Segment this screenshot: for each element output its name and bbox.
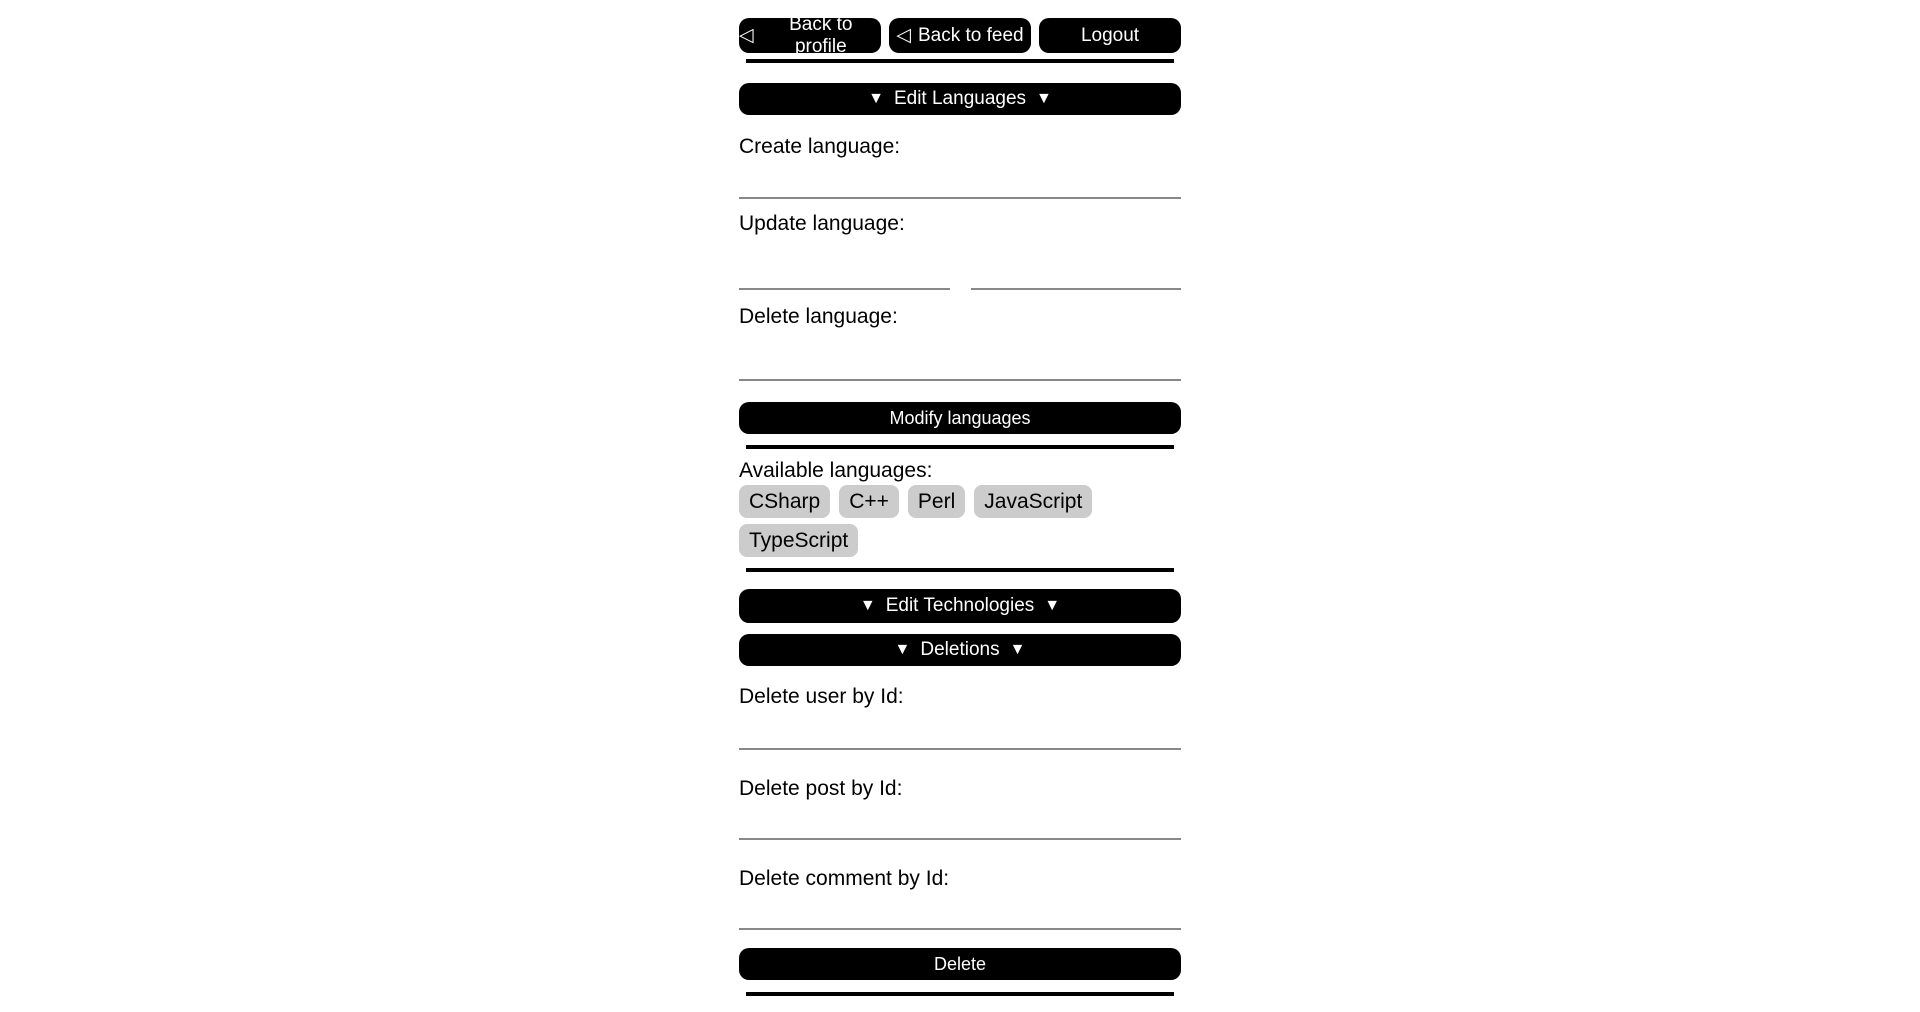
available-languages-list — [739, 485, 1181, 557]
back-to-profile-label: Back to profile — [789, 13, 853, 57]
update-language-new-input[interactable] — [971, 236, 1182, 290]
delete-button-label: Delete — [933, 953, 987, 974]
delete-post-label: Delete post by Id: — [739, 777, 903, 800]
language-chip[interactable]: Perl — [908, 485, 965, 518]
create-language-label: Create language: — [739, 135, 901, 158]
modify-languages-button[interactable] — [739, 402, 1181, 434]
delete-language-label: Delete language: — [739, 305, 898, 328]
create-language-input[interactable] — [739, 159, 1181, 199]
edit-languages-label: Edit Languages — [893, 88, 1027, 109]
language-chip[interactable]: C++ — [839, 485, 899, 518]
modify-languages-label: Modify languages — [889, 407, 1031, 428]
logout-button[interactable] — [1039, 18, 1181, 53]
delete-language-input[interactable] — [739, 329, 1181, 381]
deletions-toggle[interactable] — [739, 634, 1181, 666]
edit-technologies-toggle[interactable] — [739, 589, 1181, 623]
chevron-down-icon: ▼ — [1044, 597, 1061, 614]
delete-user-input[interactable] — [739, 709, 1181, 750]
delete-comment-input[interactable] — [739, 891, 1181, 930]
back-to-profile-button[interactable] — [739, 13, 881, 57]
back-to-feed-label: Back to feed — [918, 24, 1024, 46]
admin-panel-column — [739, 0, 1181, 996]
chevron-down-icon: ▼ — [859, 597, 876, 614]
toolbar — [739, 13, 1181, 57]
modify-languages-divider — [746, 445, 1174, 449]
delete-user-label: Delete user by Id: — [739, 685, 904, 708]
update-language-row — [739, 236, 1181, 290]
update-language-old-input[interactable] — [739, 236, 950, 290]
back-arrow-icon: ◁ — [739, 25, 754, 46]
chevron-down-icon: ▼ — [1009, 641, 1026, 658]
chevron-down-icon: ▼ — [1036, 90, 1052, 107]
language-chip[interactable]: TypeScript — [739, 524, 858, 557]
delete-comment-label: Delete comment by Id: — [739, 867, 950, 890]
edit-languages-toggle[interactable] — [739, 83, 1181, 115]
delete-post-input[interactable] — [739, 801, 1181, 840]
delete-button[interactable] — [739, 948, 1181, 980]
update-language-label: Update language: — [739, 212, 905, 235]
languages-section-divider — [746, 568, 1174, 572]
edit-technologies-label: Edit Technologies — [885, 595, 1035, 616]
deletions-label: Deletions — [920, 639, 1000, 660]
back-arrow-icon: ◁ — [896, 25, 911, 46]
chevron-down-icon: ▼ — [868, 90, 884, 107]
available-languages-label: Available languages: — [739, 459, 933, 482]
logout-label: Logout — [1080, 24, 1140, 46]
back-to-feed-button[interactable] — [889, 18, 1031, 53]
deletions-section-divider — [746, 992, 1174, 996]
language-chip[interactable]: JavaScript — [974, 485, 1092, 518]
language-chip[interactable]: CSharp — [739, 485, 830, 518]
toolbar-divider — [746, 59, 1174, 63]
chevron-down-icon: ▼ — [894, 641, 911, 658]
